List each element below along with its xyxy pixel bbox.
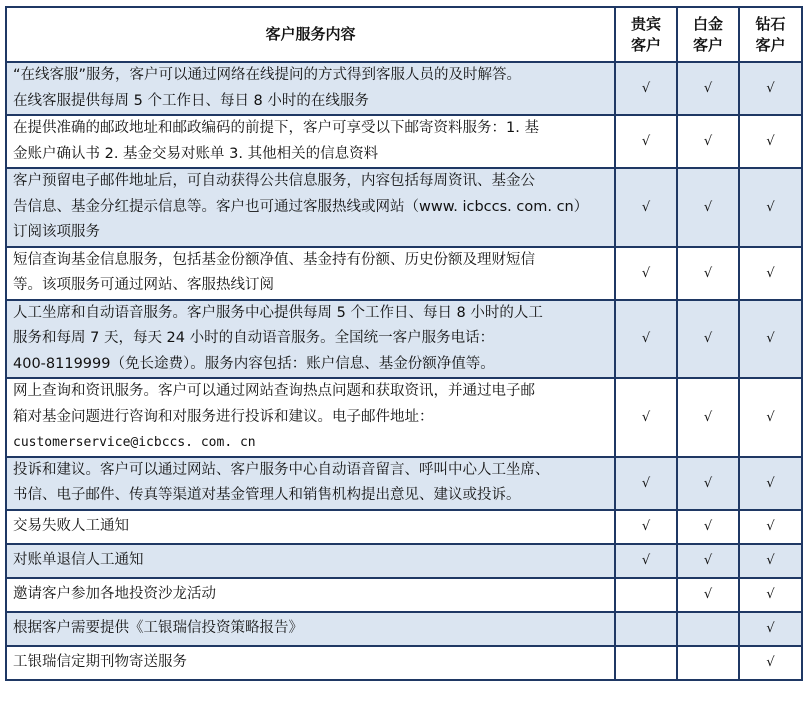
- diamond-check-mark: √: [739, 510, 802, 544]
- header-platinum-line1: 白金: [692, 14, 723, 33]
- service-description-line: 网上查询和资讯服务。客户可以通过网站查询热点问题和获取资讯，并通过电子邮: [13, 383, 535, 399]
- service-description-line: 工银瑞信定期刊物寄送服务: [13, 653, 187, 670]
- service-description-line: 箱对基金问题进行咨询和对服务进行投诉和建议。电子邮件地址：: [13, 408, 434, 425]
- header-platinum-line2: 客户: [692, 35, 723, 54]
- guest-check-mark: √: [615, 510, 677, 544]
- header-guest-line1: 贵宾: [630, 14, 661, 33]
- table-row: [6, 612, 802, 646]
- guest-check-mark: [615, 646, 677, 680]
- diamond-check-mark: √: [739, 612, 802, 646]
- platinum-check-mark: √: [677, 510, 739, 544]
- service-description: [6, 300, 615, 379]
- service-description-line: customerservice@icbccs. com. cn: [13, 435, 256, 450]
- diamond-check-mark: √: [739, 457, 802, 510]
- table-row: [6, 168, 802, 247]
- guest-check-mark: √: [615, 300, 677, 379]
- service-description-line: 交易失败人工通知: [13, 517, 129, 534]
- platinum-check-mark: [677, 646, 739, 680]
- header-platinum-customer: [677, 7, 739, 62]
- service-description-line: 书信、电子邮件、传真等渠道对基金管理人和销售机构提出意见、建议或投诉。: [13, 487, 521, 503]
- service-description: [6, 168, 615, 247]
- service-description-line: 客户预留电子邮件地址后，可自动获得公共信息服务，内容包括每周资讯、基金公: [13, 173, 535, 189]
- guest-check-mark: [615, 612, 677, 646]
- diamond-check-mark: √: [739, 378, 802, 457]
- platinum-check-mark: √: [677, 115, 739, 168]
- table-row: [6, 247, 802, 300]
- header-guest-line2: 客户: [630, 35, 661, 54]
- guest-check-mark: √: [615, 457, 677, 510]
- guest-check-mark: √: [615, 544, 677, 578]
- diamond-check-mark: √: [739, 300, 802, 379]
- service-description: [6, 544, 615, 578]
- table-row: [6, 544, 802, 578]
- service-description: [6, 378, 615, 457]
- service-description-line: 等。该项服务可通过网站、客服热线订阅: [13, 277, 274, 293]
- service-description: [6, 612, 615, 646]
- table-row: [6, 300, 802, 379]
- diamond-check-mark: √: [739, 115, 802, 168]
- service-description-line: 服务和每周 7 天，每天 24 小时的自动语音服务。全国统一客户服务电话：: [13, 330, 495, 346]
- diamond-check-mark: √: [739, 544, 802, 578]
- diamond-check-mark: √: [739, 247, 802, 300]
- customer-service-table: [5, 6, 803, 681]
- header-guest-customer: [615, 7, 677, 62]
- platinum-check-mark: √: [677, 457, 739, 510]
- service-description: [6, 510, 615, 544]
- guest-check-mark: √: [615, 62, 677, 115]
- table-row: [6, 646, 802, 680]
- platinum-check-mark: √: [677, 168, 739, 247]
- service-description-line: 投诉和建议。客户可以通过网站、客户服务中心自动语音留言、呼叫中心人工坐席、: [13, 461, 550, 478]
- header-service-content: 客户服务内容: [6, 7, 615, 62]
- guest-check-mark: [615, 578, 677, 612]
- platinum-check-mark: √: [677, 544, 739, 578]
- table-row: [6, 115, 802, 168]
- service-description: [6, 115, 615, 168]
- guest-check-mark: √: [615, 115, 677, 168]
- diamond-check-mark: √: [739, 646, 802, 680]
- guest-check-mark: √: [615, 378, 677, 457]
- service-description-line: 在线客服提供每周 5 个工作日、每日 8 小时的在线服务: [13, 92, 369, 109]
- service-description: [6, 247, 615, 300]
- service-description-line: “在线客服”服务，客户可以通过网络在线提问的方式得到客服人员的及时解答。: [13, 67, 522, 83]
- service-description-line: 订阅该项服务: [13, 224, 100, 240]
- service-description-line: 告信息、基金分红提示信息等。客户也可通过客服热线或网站（www. icbccs. com. cn）: [13, 198, 589, 215]
- service-description-line: 400-8119999（免长途费）。服务内容包括：账户信息、基金份额净值等。: [13, 355, 495, 372]
- guest-check-mark: √: [615, 168, 677, 247]
- service-description-line: 对账单退信人工通知: [13, 551, 144, 568]
- table-row: [6, 62, 802, 115]
- header-diamond-line2: 客户: [755, 35, 786, 54]
- service-description: [6, 646, 615, 680]
- service-description-line: 金账户确认书 2. 基金交易对账单 3. 其他相关的信息资料: [13, 145, 379, 162]
- table-row: [6, 457, 802, 510]
- platinum-check-mark: √: [677, 247, 739, 300]
- diamond-check-mark: √: [739, 578, 802, 612]
- service-description-line: 邀请客户参加各地投资沙龙活动: [13, 585, 216, 602]
- table-row: [6, 578, 802, 612]
- platinum-check-mark: √: [677, 300, 739, 379]
- service-description-line: 根据客户需要提供《工银瑞信投资策略报告》: [13, 619, 303, 636]
- service-description-line: 在提供准确的邮政地址和邮政编码的前提下，客户可享受以下邮寄资料服务：1. 基: [13, 120, 539, 136]
- service-description: [6, 457, 615, 510]
- platinum-check-mark: [677, 612, 739, 646]
- service-table-container: [5, 6, 803, 681]
- guest-check-mark: √: [615, 247, 677, 300]
- platinum-check-mark: √: [677, 578, 739, 612]
- platinum-check-mark: √: [677, 378, 739, 457]
- service-description-line: 短信查询基金信息服务，包括基金份额净值、基金持有份额、历史份额及理财短信: [13, 251, 535, 268]
- diamond-check-mark: √: [739, 168, 802, 247]
- header-row: [6, 7, 802, 62]
- header-diamond-line1: 钻石: [755, 14, 786, 33]
- service-description: [6, 578, 615, 612]
- diamond-check-mark: √: [739, 62, 802, 115]
- service-description: [6, 62, 615, 115]
- table-row: [6, 510, 802, 544]
- header-diamond-customer: [739, 7, 802, 62]
- table-row: [6, 378, 802, 457]
- service-description-line: 人工坐席和自动语音服务。客户服务中心提供每周 5 个工作日、每日 8 小时的人工: [13, 304, 543, 321]
- platinum-check-mark: √: [677, 62, 739, 115]
